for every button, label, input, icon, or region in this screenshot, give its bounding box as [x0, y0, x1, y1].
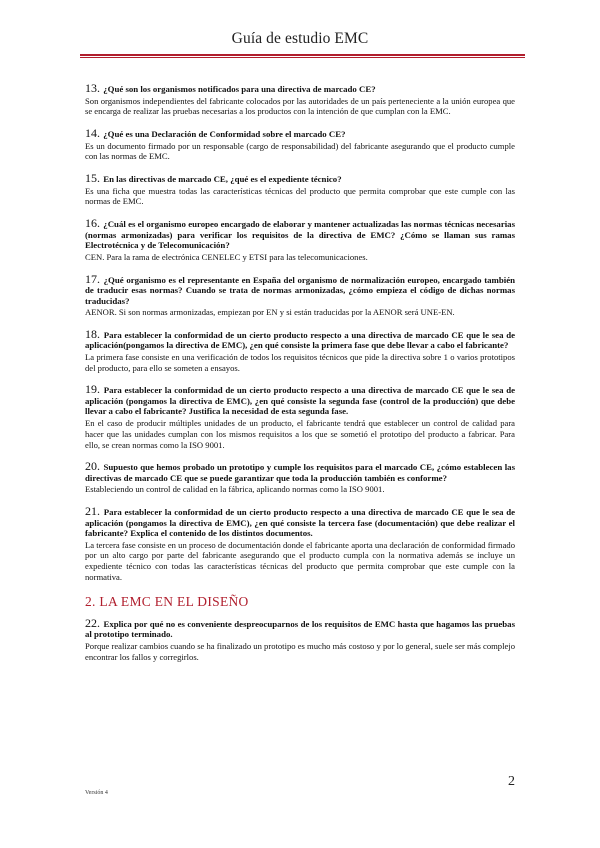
answer-text: Porque realizar cambios cuando se ha finalizado un prototipo es mucho más costoso y por lo general, suele ser más complejo encontrar los fallos y corregirlos. — [85, 640, 515, 662]
question-number: 13. — [85, 81, 100, 95]
answer-text: AENOR. Si son normas armonizadas, empiezan por EN y si están traducidas por la AENOR será UNE-EN. — [85, 307, 455, 318]
question-text: ¿Cuál es el organismo europeo encargado de elaborar y mantener actualizadas las normas técnicas necesarias (normas armonizadas) para verificar los requisitos de la directiva de EMC? ¿Cómo se llaman sus ramas Electrotécnica y de Telecomunicación? — [85, 219, 516, 251]
page-header-title: Guía de estudio EMC — [231, 30, 369, 47]
question-block — [85, 615, 516, 663]
version-label: Versión 4 — [85, 790, 108, 796]
answer-text: Es una ficha que muestra todas las características técnicas del producto que permita comprobar que este cumple con las normas de EMC. — [85, 185, 515, 207]
question-number: 14. — [85, 126, 100, 141]
question-block — [85, 271, 515, 318]
question-block — [85, 461, 515, 495]
question-block — [85, 384, 515, 450]
question-text: ¿Qué es una Declaración de Conformidad sobre el marcado CE? — [103, 129, 346, 140]
question-number: 22. — [85, 615, 100, 630]
page-number: 2 — [508, 774, 515, 789]
answer-text: La tercera fase consiste en un proceso de documentación donde el fabricante aporta una declaración de conformidad firmado por un alto cargo por parte del fabricante asegurando que el producto cumpla con la normativa además se incluye un expediente técnico con todas las características técnicas del producto que permita comprobar que este cumple con la normativa. — [85, 539, 515, 583]
question-block — [85, 218, 515, 262]
question-text: Explica por qué no es conveniente despreocuparnos de los requisitos de EMC hasta que hagamos las pruebas al prototipo terminado. — [85, 618, 516, 640]
answer-text: En el caso de producir múltiples unidades de un producto, el fabricante tendrá que establecer un control de calidad para hacer que las unidades cumplan con los mismos requisitos a los que se sometió el prototipo del producto a fabricar. Para ello, se crean normas como la ISO 9001. — [85, 417, 515, 450]
question-text: Para establecer la conformidad de un cierto producto respecto a una directiva de marcado CE que le sea de aplicación(pongamos la directiva de EMC), ¿en qué consiste la primera fase que debe llevar a cabo el fabricante? — [85, 329, 515, 351]
question-number: 17. — [85, 271, 100, 286]
question-number: 15. — [85, 171, 100, 186]
question-text: ¿Qué organismo es el representante en España del organismo de normalización europeo, encargado también de traducir esas normas? Cuando se trata de normas armonizadas, ¿cómo empieza el código de dichas normas traducidas? — [85, 274, 515, 306]
answer-text: Son organismos independientes del fabricante colocados por las autoridades de un país perteneciente a la unión europea que se encarga de realizar las pruebas necesarias a los productos con la intención de que cumplan con la EMC. — [85, 95, 515, 117]
question-number: 16. — [85, 216, 100, 231]
answer-text: La primera fase consiste en una verificación de todos los requisitos técnicos que pide la directiva sobre 1 o varios prototipos del producto, para ello se someten a ensayos. — [85, 351, 515, 373]
question-number: 21. — [85, 504, 100, 519]
question-text: Para establecer la conformidad de un cierto producto respecto a una directiva de marcado CE que le sea de aplicación (pongamos la directiva de EMC), ¿en qué consiste la segunda fase (control de la producción) que debe llevar a cabo el fabricante? Justifica la necesidad de esta segunda fase. — [85, 385, 515, 417]
question-number: 19. — [85, 382, 100, 397]
question-block — [85, 128, 515, 162]
question-block — [85, 506, 515, 583]
question-block — [85, 173, 515, 207]
question-block — [85, 83, 515, 117]
question-text: ¿Qué son los organismos notificados para una directiva de marcado CE? — [103, 84, 376, 94]
header-rule — [80, 54, 525, 56]
header-rule-thin — [80, 57, 525, 58]
question-text: Para establecer la conformidad de un cierto producto respecto a una directiva de marcado CE que le sea de aplicación (pongamos la directiva de EMC), ¿en qué consiste la tercera fase (documentación) que debe realizar el fabricante? Explica el contenido de los distintos documentos. — [85, 507, 515, 539]
answer-text: Es un documento firmado por un responsable (cargo de responsabilidad) del fabricante asegurando que el producto cumple con las normas de EMC. — [85, 140, 515, 162]
question-number: 18. — [85, 326, 100, 341]
question-block — [85, 326, 515, 374]
question-text: En las directivas de marcado CE, ¿qué es el expediente técnico? — [103, 174, 342, 185]
question-text: Supuesto que hemos probado un prototipo y cumple los requisitos para el marcado CE, ¿cómo establecen las directivas de marcado CE que se puede garantizar que toda la producción también es conforme? — [85, 462, 515, 483]
document-body — [85, 83, 515, 673]
answer-text: Estableciendo un control de calidad en la fábrica, aplicando normas como la ISO 9001. — [85, 484, 385, 495]
question-number: 20. — [85, 459, 100, 474]
answer-text: CEN. Para la rama de electrónica CENELEC y ETSI para las telecomunicaciones. — [85, 251, 368, 262]
section-heading: 2. LA EMC EN EL DISEÑO — [85, 593, 249, 609]
